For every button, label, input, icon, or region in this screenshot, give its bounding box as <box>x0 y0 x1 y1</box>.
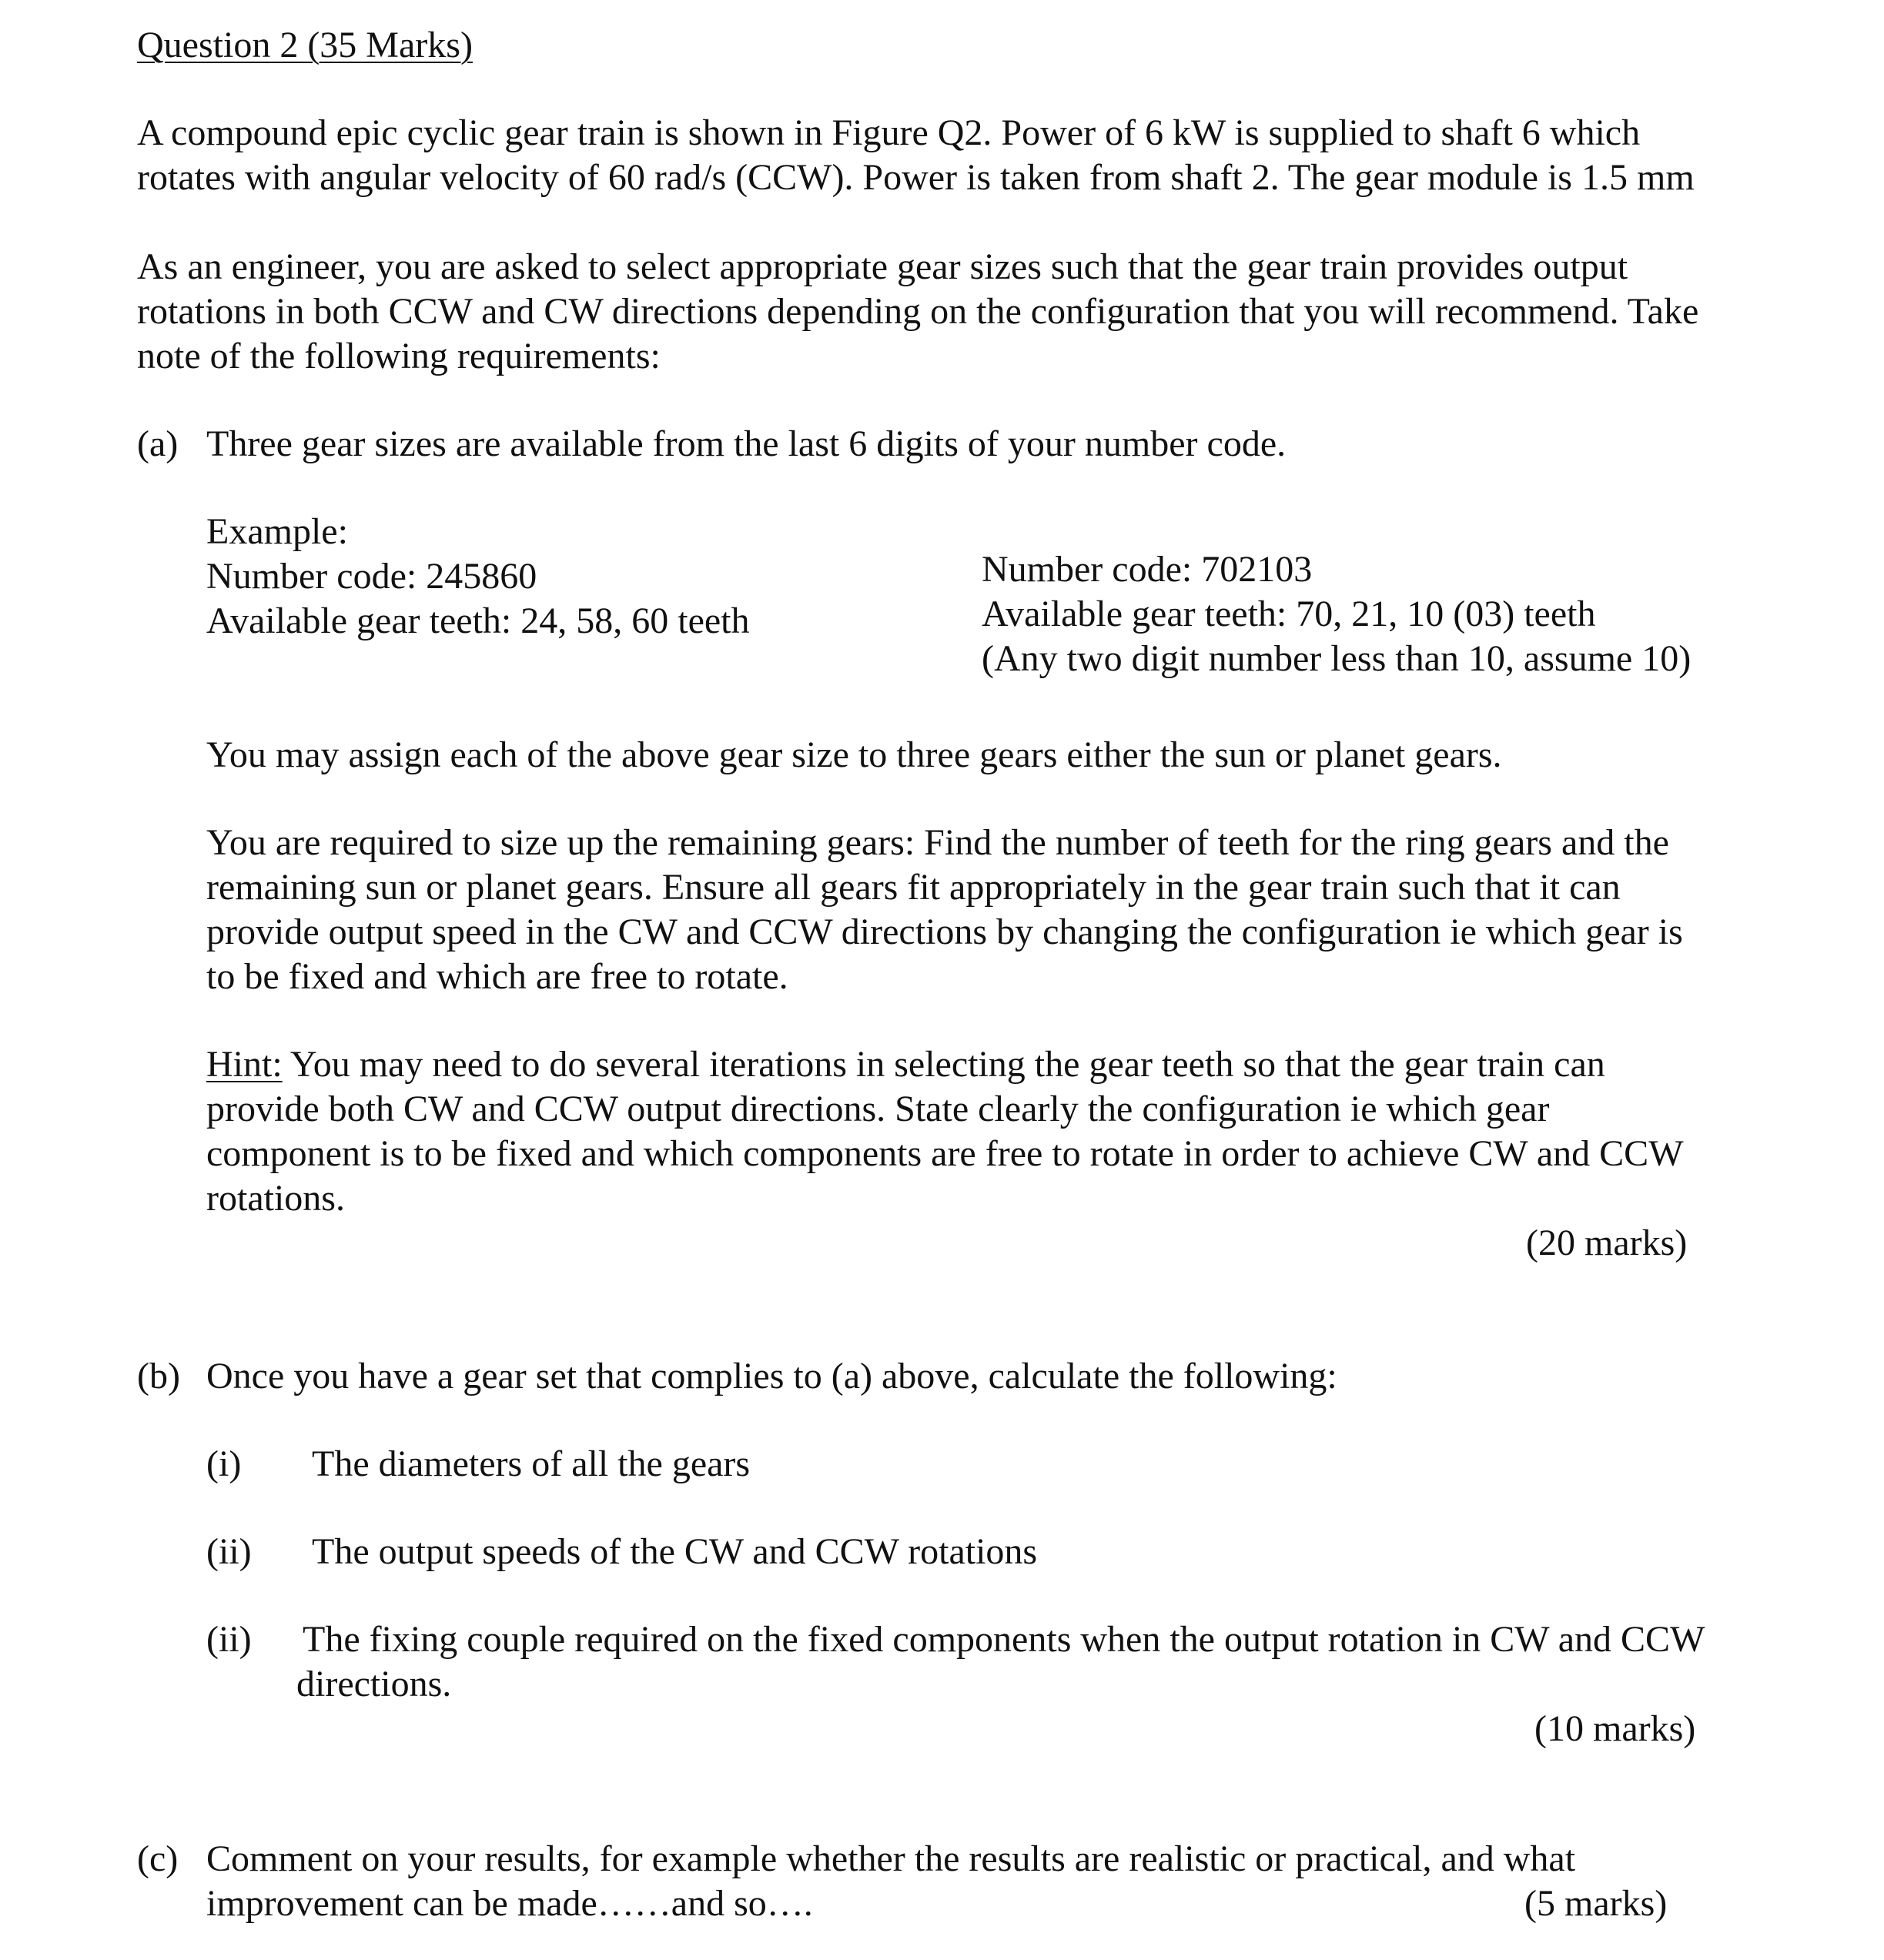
hint-line: provide both CW and CCW output directions. State clearly the configuration ie which gear <box>206 1089 1550 1129</box>
hint-line: rotations. <box>206 1178 345 1219</box>
hint-text: You may need to do several iterations in selecting the gear teeth so that the gear train can <box>282 1044 1605 1085</box>
part-b-label: (b) <box>137 1356 180 1396</box>
engineer-line: rotations in both CCW and CW directions depending on the configuration that you will recommend. Take <box>137 291 1699 332</box>
part-b-text: Once you have a gear set that complies to (a) above, calculate the following: <box>206 1356 1337 1396</box>
intro-line: A compound epic cyclic gear train is shown in Figure Q2. Power of 6 kW is supplied to shaft 6 which <box>137 112 1641 153</box>
part-c-label: (c) <box>137 1838 179 1879</box>
part-b-item-label: (ii) <box>206 1619 252 1660</box>
example-line: Example: <box>206 511 348 552</box>
part-b-item-text: The diameters of all the gears <box>312 1443 751 1484</box>
part-b-item-label: (ii) <box>206 1531 252 1572</box>
part-b-marks: (10 marks) <box>1534 1708 1696 1749</box>
hint-line <box>206 1042 1605 1087</box>
required-line: You are required to size up the remaining gears: Find the number of teeth for the ring gears and the <box>206 822 1669 863</box>
required-line: to be fixed and which are free to rotate. <box>206 956 788 997</box>
example-line: Number code: 245860 <box>206 556 537 597</box>
part-c-marks: (5 marks) <box>1524 1883 1668 1924</box>
example-line: Available gear teeth: 24, 58, 60 teeth <box>206 600 750 641</box>
part-a-text: Three gear sizes are available from the last 6 digits of your number code. <box>206 423 1287 464</box>
part-a-marks: (20 marks) <box>1526 1222 1688 1263</box>
hint-label: Hint: <box>206 1044 283 1085</box>
part-a-label: (a) <box>137 423 179 464</box>
engineer-line: note of the following requirements: <box>137 336 661 376</box>
hint-line: component is to be fixed and which components are free to rotate in order to achieve CW and CCW <box>206 1133 1684 1174</box>
required-line: provide output speed in the CW and CCW directions by changing the configuration ie which gear is <box>206 911 1683 952</box>
part-b-item-text: The fixing couple required on the fixed components when the output rotation in CW and CCW <box>303 1619 1705 1660</box>
part-c-line: Comment on your results, for example whether the results are realistic or practical, and what <box>206 1838 1576 1879</box>
example-line: Number code: 702103 <box>982 549 1313 590</box>
intro-line: rotates with angular velocity of 60 rad/s (CCW). Power is taken from shaft 2. The gear module is 1.5 mm <box>137 157 1695 198</box>
part-c-line: improvement can be made……and so…. <box>206 1883 813 1924</box>
example-line: Available gear teeth: 70, 21, 10 (03) teeth <box>982 594 1596 634</box>
question-title: Question 2 (35 Marks) <box>137 25 473 65</box>
part-b-item-label: (i) <box>206 1443 242 1484</box>
part-b-item-text: The output speeds of the CW and CCW rotations <box>312 1531 1038 1572</box>
required-line: remaining sun or planet gears. Ensure all gears fit appropriately in the gear train such that it can <box>206 867 1621 908</box>
example-line: (Any two digit number less than 10, assume 10) <box>982 638 1692 679</box>
part-b-item-text: directions. <box>296 1664 452 1704</box>
assign-text: You may assign each of the above gear size to three gears either the sun or planet gears. <box>206 734 1502 775</box>
engineer-line: As an engineer, you are asked to select appropriate gear sizes such that the gear train provides output <box>137 246 1628 287</box>
